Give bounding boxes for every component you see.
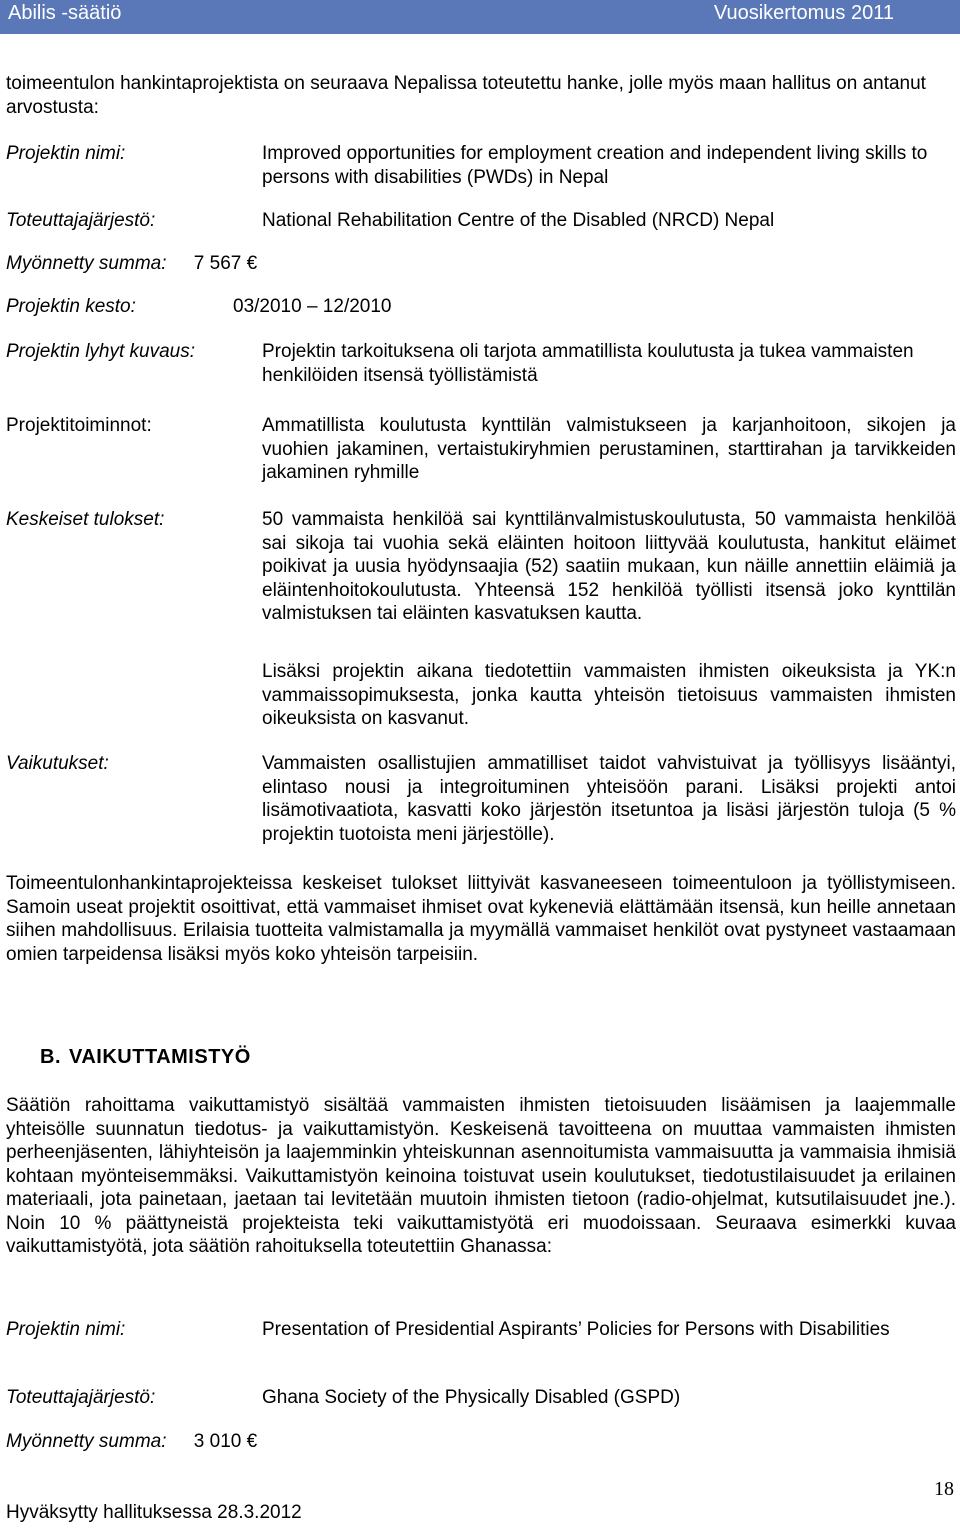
project1-impact-label: Vaikutukset: bbox=[6, 753, 109, 774]
project2-org-value: Ghana Society of the Physically Disabled (GSPD) bbox=[262, 1387, 681, 1408]
project1-amount-row bbox=[6, 252, 257, 276]
project2-org-label: Toteuttajajärjestö: bbox=[6, 1387, 156, 1408]
project2-name-label: Projektin nimi: bbox=[6, 1319, 126, 1340]
project1-desc-label: Projektin lyhyt kuvaus: bbox=[6, 341, 196, 362]
project1-org-label: Toteuttajajärjestö: bbox=[6, 210, 156, 231]
project1-name-label: Projektin nimi: bbox=[6, 143, 126, 164]
section-b-title: VAIKUTTAMISTYÖ bbox=[69, 1046, 251, 1068]
project2-name-value: Presentation of Presidential Aspirants’ Policies for Persons with Disabilities bbox=[262, 1319, 890, 1340]
project1-amount-value: 7 567 € bbox=[193, 253, 258, 274]
project1-results-label: Keskeiset tulokset: bbox=[6, 509, 165, 530]
project1-duration-label: Projektin kesto: bbox=[6, 296, 136, 317]
project1-activities-label: Projektitoiminnot: bbox=[6, 415, 152, 436]
project1-impact-value: Vammaisten osallistujien ammatilliset taidot vahvistuivat ja työllisyys lisääntyi, elintaso nousi ja integroituminen yhteisöön parani. Lisäksi projekti antoi lisämotivaatiota, kasvatti koko järjestön itsetuntoa ja lisäsi järjestön tuloja (5 % projektin tuotoista meni järjestölle). bbox=[262, 753, 956, 845]
project2-amount-label: Myönnetty summa: bbox=[6, 1431, 167, 1452]
project1-results-value-1: 50 vammaista henkilöä sai kynttilänvalmistuskoulutusta, 50 vammaista henkilöä sai sikoja tai vuohia sekä eläinten hoitoon liittyvää koulutusta, hankitut eläimet poikivat ja uusia hyödynsaajia (52) saatiin mukaan, kun näille annettiin eläimiä ja eläintenhoitokoulutusta. Yhteensä 152 henkilöä työllisti itsensä joko kynttilän valmistuksen tai eläinten kasvatuksen kautta. bbox=[262, 509, 956, 624]
section-b-number: B. bbox=[40, 1046, 61, 1068]
intro-paragraph: toimeentulon hankintaprojektista on seuraava Nepalissa toteutettu hanke, jolle myös maan hallitus on antanut arvostusta: bbox=[6, 73, 926, 118]
footer-approval: Hyväksytty hallituksessa 28.3.2012 bbox=[6, 1502, 302, 1523]
project1-org-value: National Rehabilitation Centre of the Disabled (NRCD) Nepal bbox=[262, 210, 775, 231]
project1-name-value: Improved opportunities for employment creation and independent living skills to persons with disabilities (PWDs) in Nepal bbox=[262, 143, 928, 188]
header-report-title: Vuosikertomus 2011 bbox=[713, 2, 894, 24]
section-b-heading bbox=[40, 1046, 259, 1069]
project1-desc-value: Projektin tarkoituksena oli tarjota ammatillista koulutusta ja tukea vammaisten henkilöiden itsensä työllistämistä bbox=[262, 341, 914, 386]
project1-activities-value: Ammatillista koulutusta kynttilän valmistukseen ja karjanhoitoon, sikojen ja vuohien jakaminen, vertaistukiryhmien perustaminen, starttirahan ja tarvikkeiden jakaminen ryhmille bbox=[262, 415, 956, 483]
project1-results-value-2: Lisäksi projektin aikana tiedotettiin vammaisten ihmisten oikeuksista ja YK:n vammaissopimuksesta, jonka kautta yhteisön tietoisuus vammaisten ihmisten oikeuksista on kasvanut. bbox=[262, 661, 956, 729]
project1-amount-label: Myönnetty summa: bbox=[6, 253, 167, 274]
page-number: 18 bbox=[934, 1478, 954, 1500]
summary-paragraph: Toimeentulonhankintaprojekteissa keskeiset tulokset liittyivät kasvaneeseen toimeentuloon ja työllistymiseen. Samoin useat projektit osoittivat, että vammaiset ihmiset ovat kykeneviä elättämään itsensä, kun heille annetaan siihen mahdollisuus. Erilaisia tuotteita valmistamalla ja myymällä vammaiset henkilöt ovat pystyneet vastaamaan omien tarpeidensa lisäksi myös koko yhteisön tarpeisiin. bbox=[6, 873, 956, 965]
project2-amount-value: 3 010 € bbox=[193, 1431, 258, 1452]
section-b-paragraph: Säätiön rahoittama vaikuttamistyö sisältää vammaisten ihmisten tietoisuuden lisäämisen ja laajemmalle yhteisölle suunnatun tiedotus- ja vaikuttamistyön. Keskeisenä tavoitteena on muuttaa vammaisten ihmisten perheenjäsenten, lähiyhteisön ja laajemminkin yhteiskunnan asennoitumista vammaisuutta ja vammaisia ihmisiä kohtaan myönteisemmäksi. Vaikuttamistyön keinoina toistuvat usein koulutukset, tiedotustilaisuudet ja erilainen materiaali, jota painetaan, jaetaan tai levitetään muutoin ihmisten tietoon (radio-ohjelmat, kutsutilaisuudet jne.). Noin 10 % päättyneistä projekteista teki vaikuttamistyötä eri muodoissaan. Seuraava esimerkki kuvaa vaikuttamistyötä, jota säätiön rahoituksella toteutettiin Ghanassa: bbox=[6, 1095, 956, 1257]
project2-amount-row bbox=[6, 1430, 257, 1454]
header-org-name: Abilis -säätiö bbox=[8, 2, 122, 24]
project1-duration-value: 03/2010 – 12/2010 bbox=[233, 296, 392, 317]
page-header bbox=[0, 0, 960, 34]
